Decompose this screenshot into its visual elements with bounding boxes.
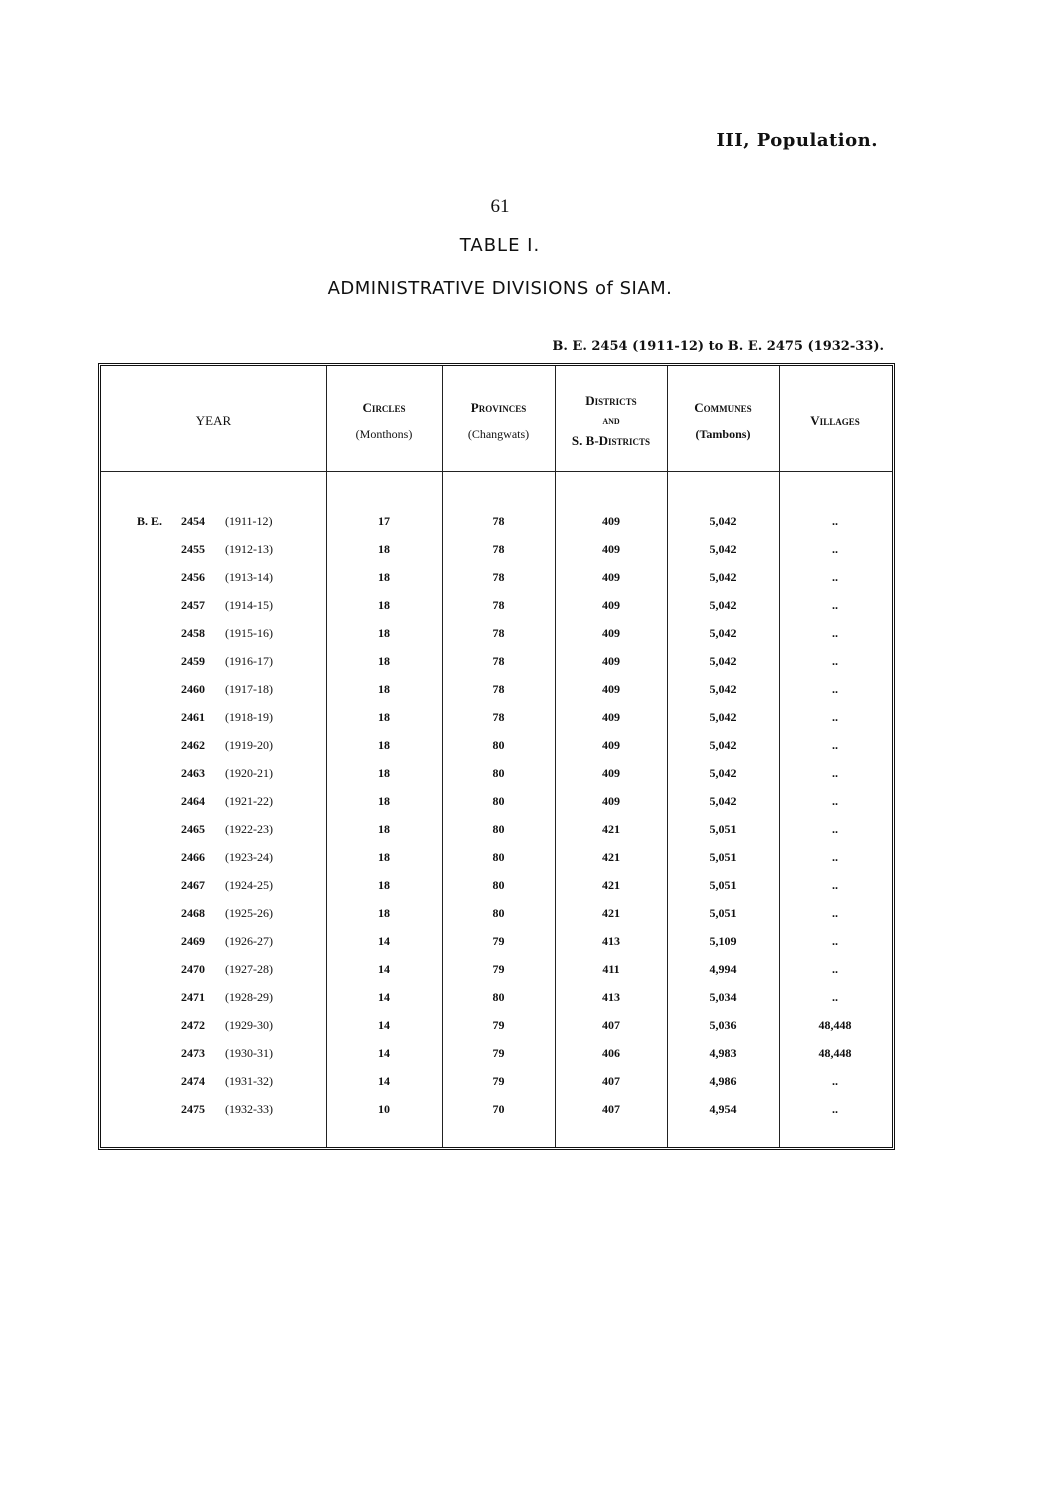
cell-districts: 421 bbox=[602, 878, 620, 892]
page-number: 61 bbox=[490, 196, 510, 217]
row-year-span: (1924-25) bbox=[225, 878, 273, 892]
cell-communes: 5,051 bbox=[709, 850, 737, 864]
cell-villages: .. bbox=[832, 514, 838, 528]
cell-circles: 18 bbox=[378, 654, 390, 668]
row-year: 2468 bbox=[181, 906, 205, 920]
cell-villages: .. bbox=[832, 654, 838, 668]
row-year: 2467 bbox=[181, 878, 205, 892]
cell-villages: .. bbox=[832, 962, 838, 976]
cell-villages: .. bbox=[832, 822, 838, 836]
row-year: 2459 bbox=[181, 654, 205, 668]
cell-communes: 5,042 bbox=[709, 710, 737, 724]
cell-circles: 18 bbox=[378, 682, 390, 696]
cell-districts: 409 bbox=[602, 710, 620, 724]
row-year-span: (1932-33) bbox=[225, 1102, 273, 1116]
cell-provinces: 79 bbox=[492, 934, 505, 948]
section-heading: III, Population. bbox=[716, 130, 878, 151]
cell-districts: 406 bbox=[602, 1046, 620, 1060]
cell-villages: .. bbox=[832, 990, 838, 1004]
table-row bbox=[101, 790, 898, 818]
row-year-span: (1919-20) bbox=[225, 738, 273, 752]
row-year: 2457 bbox=[181, 598, 205, 612]
cell-districts: 409 bbox=[602, 766, 620, 780]
cell-communes: 5,042 bbox=[709, 682, 737, 696]
cell-districts: 409 bbox=[602, 570, 620, 584]
header-villages-title: Villages bbox=[810, 413, 860, 428]
cell-provinces: 80 bbox=[492, 738, 505, 752]
header-year-label: YEAR bbox=[195, 413, 232, 428]
table-row bbox=[101, 818, 898, 846]
cell-villages: .. bbox=[832, 1074, 838, 1088]
row-year: 2466 bbox=[181, 850, 205, 864]
row-year-span: (1913-14) bbox=[225, 570, 273, 584]
cell-districts: 407 bbox=[602, 1074, 620, 1088]
table-row bbox=[101, 1070, 898, 1098]
cell-villages: 48,448 bbox=[818, 1046, 852, 1060]
cell-villages: .. bbox=[832, 710, 838, 724]
cell-districts: 409 bbox=[602, 738, 620, 752]
cell-communes: 4,954 bbox=[709, 1102, 737, 1116]
cell-circles: 18 bbox=[378, 542, 390, 556]
cell-circles: 14 bbox=[378, 1018, 390, 1032]
header-villages bbox=[779, 386, 891, 456]
table-row bbox=[101, 678, 898, 706]
cell-provinces: 78 bbox=[492, 654, 505, 668]
cell-districts: 409 bbox=[602, 626, 620, 640]
header-communes bbox=[667, 386, 779, 456]
cell-provinces: 80 bbox=[492, 794, 505, 808]
cell-circles: 18 bbox=[378, 626, 390, 640]
header-rule bbox=[101, 471, 892, 472]
row-year: 2471 bbox=[181, 990, 205, 1004]
table-row bbox=[101, 538, 898, 566]
table-row bbox=[101, 706, 898, 734]
cell-districts: 409 bbox=[602, 682, 620, 696]
cell-districts: 409 bbox=[602, 598, 620, 612]
cell-communes: 5,042 bbox=[709, 766, 737, 780]
cell-communes: 4,986 bbox=[709, 1074, 737, 1088]
header-provinces bbox=[442, 386, 555, 456]
header-districts-mid: and bbox=[602, 415, 620, 427]
row-year-span: (1911-12) bbox=[225, 514, 273, 528]
cell-circles: 18 bbox=[378, 570, 390, 584]
cell-villages: .. bbox=[832, 794, 838, 808]
cell-villages: .. bbox=[832, 878, 838, 892]
row-year: 2458 bbox=[181, 626, 205, 640]
cell-districts: 421 bbox=[602, 850, 620, 864]
cell-circles: 18 bbox=[378, 906, 390, 920]
cell-provinces: 80 bbox=[492, 906, 505, 920]
cell-circles: 10 bbox=[378, 1102, 390, 1116]
cell-circles: 18 bbox=[378, 794, 390, 808]
table-row bbox=[101, 930, 898, 958]
cell-circles: 14 bbox=[378, 990, 390, 1004]
cell-districts: 407 bbox=[602, 1018, 620, 1032]
table-row bbox=[101, 734, 898, 762]
row-year-span: (1915-16) bbox=[225, 626, 273, 640]
cell-circles: 18 bbox=[378, 598, 390, 612]
cell-provinces: 79 bbox=[492, 962, 505, 976]
cell-villages: .. bbox=[832, 738, 838, 752]
cell-districts: 413 bbox=[602, 990, 620, 1004]
row-year-span: (1926-27) bbox=[225, 934, 273, 948]
table-row bbox=[101, 958, 898, 986]
header-provinces-title: Provinces bbox=[470, 400, 527, 415]
cell-communes: 4,983 bbox=[709, 1046, 737, 1060]
header-districts-sub: S. B-Districts bbox=[571, 433, 651, 448]
table-row bbox=[101, 986, 898, 1014]
cell-districts: 409 bbox=[602, 514, 620, 528]
table-row bbox=[101, 902, 898, 930]
cell-communes: 5,042 bbox=[709, 542, 737, 556]
table-title: ADMINISTRATIVE DIVISIONS of SIAM. bbox=[327, 278, 673, 299]
cell-circles: 18 bbox=[378, 710, 390, 724]
cell-circles: 18 bbox=[378, 822, 390, 836]
cell-circles: 18 bbox=[378, 738, 390, 752]
cell-provinces: 78 bbox=[492, 514, 505, 528]
cell-districts: 409 bbox=[602, 542, 620, 556]
row-year: 2462 bbox=[181, 738, 205, 752]
header-districts bbox=[555, 386, 667, 456]
header-year bbox=[101, 386, 326, 456]
table-row bbox=[101, 650, 898, 678]
cell-circles: 18 bbox=[378, 878, 390, 892]
table-row bbox=[101, 762, 898, 790]
cell-villages: .. bbox=[832, 934, 838, 948]
cell-communes: 4,994 bbox=[709, 962, 737, 976]
row-year: 2473 bbox=[181, 1046, 205, 1060]
cell-villages: .. bbox=[832, 850, 838, 864]
cell-communes: 5,051 bbox=[709, 822, 737, 836]
cell-communes: 5,109 bbox=[709, 934, 737, 948]
cell-provinces: 78 bbox=[492, 710, 505, 724]
header-communes-sub: (Tambons) bbox=[695, 427, 751, 441]
row-year-span: (1929-30) bbox=[225, 1018, 273, 1032]
cell-provinces: 78 bbox=[492, 626, 505, 640]
cell-villages: .. bbox=[832, 906, 838, 920]
cell-provinces: 80 bbox=[492, 990, 505, 1004]
cell-provinces: 80 bbox=[492, 766, 505, 780]
row-year-span: (1916-17) bbox=[225, 654, 273, 668]
cell-districts: 409 bbox=[602, 794, 620, 808]
table-row bbox=[101, 510, 898, 538]
cell-communes: 5,042 bbox=[709, 514, 737, 528]
header-provinces-sub: (Changwats) bbox=[467, 427, 530, 441]
cell-provinces: 78 bbox=[492, 542, 505, 556]
row-year-span: (1928-29) bbox=[225, 990, 273, 1004]
cell-communes: 5,042 bbox=[709, 738, 737, 752]
cell-villages: .. bbox=[832, 682, 838, 696]
cell-districts: 407 bbox=[602, 1102, 620, 1116]
row-year-span: (1912-13) bbox=[225, 542, 273, 556]
row-year-span: (1922-23) bbox=[225, 822, 273, 836]
row-year: 2464 bbox=[181, 794, 205, 808]
row-year-span: (1931-32) bbox=[225, 1074, 273, 1088]
row-year-span: (1914-15) bbox=[225, 598, 273, 612]
cell-provinces: 78 bbox=[492, 570, 505, 584]
cell-provinces: 79 bbox=[492, 1046, 505, 1060]
row-year-span: (1921-22) bbox=[225, 794, 273, 808]
cell-circles: 17 bbox=[378, 514, 390, 528]
cell-circles: 14 bbox=[378, 1074, 390, 1088]
cell-communes: 5,051 bbox=[709, 878, 737, 892]
header-districts-title: Districts bbox=[585, 393, 637, 408]
row-year: 2455 bbox=[181, 542, 205, 556]
row-prefix: B. E. bbox=[137, 514, 163, 528]
table-row bbox=[101, 874, 898, 902]
header-circles-title: Circles bbox=[362, 400, 406, 415]
table-row bbox=[101, 1098, 898, 1126]
row-year: 2475 bbox=[181, 1102, 205, 1116]
row-year-span: (1930-31) bbox=[225, 1046, 273, 1060]
table-row bbox=[101, 1042, 898, 1070]
cell-villages: 48,448 bbox=[818, 1018, 852, 1032]
cell-communes: 5,042 bbox=[709, 654, 737, 668]
cell-villages: .. bbox=[832, 626, 838, 640]
header-circles-sub: (Monthons) bbox=[355, 427, 413, 441]
cell-provinces: 80 bbox=[492, 822, 505, 836]
cell-circles: 18 bbox=[378, 850, 390, 864]
cell-circles: 18 bbox=[378, 766, 390, 780]
table-row bbox=[101, 566, 898, 594]
row-year: 2461 bbox=[181, 710, 205, 724]
table-label: TABLE I. bbox=[459, 235, 541, 256]
row-year-span: (1920-21) bbox=[225, 766, 273, 780]
cell-circles: 14 bbox=[378, 1046, 390, 1060]
cell-districts: 413 bbox=[602, 934, 620, 948]
cell-villages: .. bbox=[832, 542, 838, 556]
cell-provinces: 78 bbox=[492, 682, 505, 696]
row-year-span: (1923-24) bbox=[225, 850, 273, 864]
cell-villages: .. bbox=[832, 1102, 838, 1116]
cell-circles: 14 bbox=[378, 934, 390, 948]
row-year: 2454 bbox=[181, 514, 205, 528]
row-year-span: (1925-26) bbox=[225, 906, 273, 920]
table-row bbox=[101, 846, 898, 874]
row-year-span: (1927-28) bbox=[225, 962, 273, 976]
row-year: 2469 bbox=[181, 934, 205, 948]
table-row bbox=[101, 1014, 898, 1042]
cell-communes: 5,042 bbox=[709, 626, 737, 640]
cell-provinces: 70 bbox=[492, 1102, 505, 1116]
row-year: 2463 bbox=[181, 766, 205, 780]
cell-provinces: 79 bbox=[492, 1018, 505, 1032]
cell-communes: 5,042 bbox=[709, 570, 737, 584]
cell-communes: 5,034 bbox=[709, 990, 737, 1004]
cell-communes: 5,036 bbox=[709, 1018, 737, 1032]
cell-provinces: 80 bbox=[492, 878, 505, 892]
table-row bbox=[101, 622, 898, 650]
cell-districts: 421 bbox=[602, 822, 620, 836]
row-year: 2465 bbox=[181, 822, 205, 836]
period-range: B. E. 2454 (1911-12) to B. E. 2475 (1932-33). bbox=[552, 339, 884, 354]
cell-villages: .. bbox=[832, 598, 838, 612]
cell-villages: .. bbox=[832, 570, 838, 584]
cell-provinces: 80 bbox=[492, 850, 505, 864]
data-table bbox=[98, 363, 895, 1150]
cell-circles: 14 bbox=[378, 962, 390, 976]
cell-communes: 5,042 bbox=[709, 794, 737, 808]
cell-provinces: 78 bbox=[492, 598, 505, 612]
row-year: 2456 bbox=[181, 570, 205, 584]
table-row bbox=[101, 594, 898, 622]
row-year: 2472 bbox=[181, 1018, 205, 1032]
row-year: 2474 bbox=[181, 1074, 205, 1088]
cell-communes: 5,042 bbox=[709, 598, 737, 612]
cell-villages: .. bbox=[832, 766, 838, 780]
cell-districts: 409 bbox=[602, 654, 620, 668]
row-year: 2460 bbox=[181, 682, 205, 696]
cell-districts: 421 bbox=[602, 906, 620, 920]
cell-districts: 411 bbox=[602, 962, 620, 976]
row-year-span: (1917-18) bbox=[225, 682, 273, 696]
row-year-span: (1918-19) bbox=[225, 710, 273, 724]
cell-communes: 5,051 bbox=[709, 906, 737, 920]
header-communes-title: Communes bbox=[694, 400, 752, 415]
row-year: 2470 bbox=[181, 962, 205, 976]
header-circles bbox=[326, 386, 442, 456]
cell-provinces: 79 bbox=[492, 1074, 505, 1088]
